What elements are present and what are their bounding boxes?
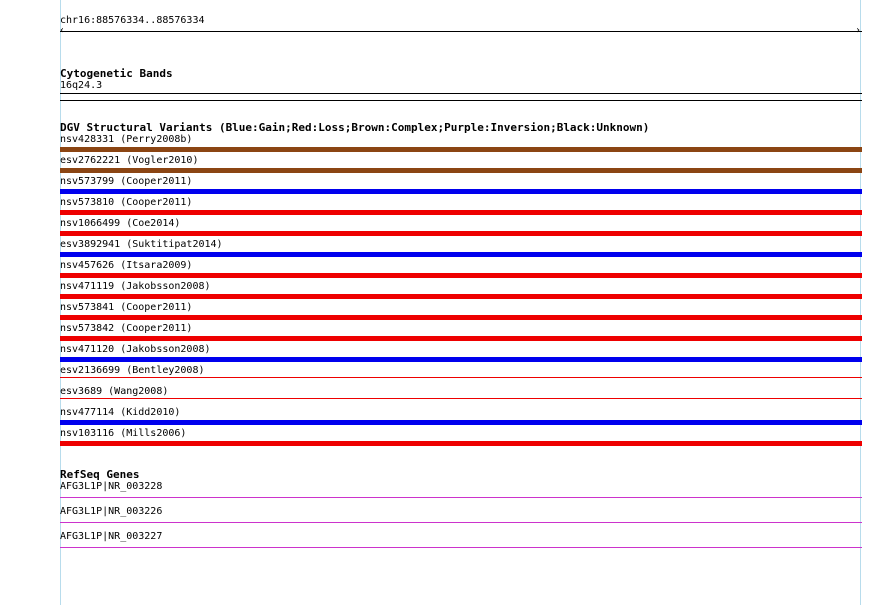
variant-label[interactable]: nsv477114 (Kidd2010) <box>60 407 181 418</box>
variant-label[interactable]: nsv573810 (Cooper2011) <box>60 197 193 208</box>
variant-label[interactable]: esv2136699 (Bentley2008) <box>60 365 205 376</box>
cytoband-top-line <box>60 93 862 94</box>
variant-label[interactable]: nsv1066499 (Coe2014) <box>60 218 181 229</box>
variant-bar[interactable] <box>60 398 862 399</box>
variant-label[interactable]: nsv573842 (Cooper2011) <box>60 323 193 334</box>
coordinate-label: chr16:88576334..88576334 <box>60 15 205 26</box>
variant-bar[interactable] <box>60 231 862 236</box>
variant-bar[interactable] <box>60 336 862 341</box>
variant-bar[interactable] <box>60 441 862 446</box>
gene-label[interactable]: AFG3L1P|NR_003226 <box>60 506 163 517</box>
variant-label[interactable]: nsv457626 (Itsara2009) <box>60 260 193 271</box>
gene-label[interactable]: AFG3L1P|NR_003228 <box>60 481 163 492</box>
variant-label[interactable]: esv2762221 (Vogler2010) <box>60 155 199 166</box>
variant-bar[interactable] <box>60 294 862 299</box>
variant-label[interactable]: nsv471119 (Jakobsson2008) <box>60 281 211 292</box>
ruler-line <box>60 31 862 32</box>
gene-line[interactable] <box>60 522 862 523</box>
variant-bar[interactable] <box>60 315 862 320</box>
variant-label[interactable]: nsv573841 (Cooper2011) <box>60 302 193 313</box>
variant-label[interactable]: nsv103116 (Mills2006) <box>60 428 187 439</box>
gene-label[interactable]: AFG3L1P|NR_003227 <box>60 531 163 542</box>
variant-bar[interactable] <box>60 147 862 152</box>
variant-label[interactable]: esv3689 (Wang2008) <box>60 386 169 397</box>
variant-label[interactable]: nsv428331 (Perry2008b) <box>60 134 193 145</box>
gene-line[interactable] <box>60 547 862 548</box>
cytoband-bottom-line <box>60 100 862 101</box>
variant-label[interactable]: esv3892941 (Suktitipat2014) <box>60 239 223 250</box>
variant-bar[interactable] <box>60 420 862 425</box>
variant-bar[interactable] <box>60 357 862 362</box>
track-title-cytobands: Cytogenetic Bands <box>60 67 173 80</box>
variant-label[interactable]: nsv573799 (Cooper2011) <box>60 176 193 187</box>
variant-bar[interactable] <box>60 189 862 194</box>
variant-bar[interactable] <box>60 252 862 257</box>
cytoband-label: 16q24.3 <box>60 80 103 91</box>
track-title-dgv: DGV Structural Variants (Blue:Gain;Red:Loss;Brown:Complex;Purple:Inversion;Black:Unknown) <box>60 121 650 134</box>
variant-bar[interactable] <box>60 168 862 173</box>
variant-bar[interactable] <box>60 377 862 378</box>
variant-bar[interactable] <box>60 273 862 278</box>
gene-line[interactable] <box>60 497 862 498</box>
arrow-left-icon: ‹ <box>59 25 66 36</box>
variant-bar[interactable] <box>60 210 862 215</box>
track-title-refseq: RefSeq Genes <box>60 468 140 481</box>
arrow-right-icon: › <box>855 25 862 36</box>
variant-label[interactable]: nsv471120 (Jakobsson2008) <box>60 344 211 355</box>
right-guide-line <box>860 0 861 605</box>
